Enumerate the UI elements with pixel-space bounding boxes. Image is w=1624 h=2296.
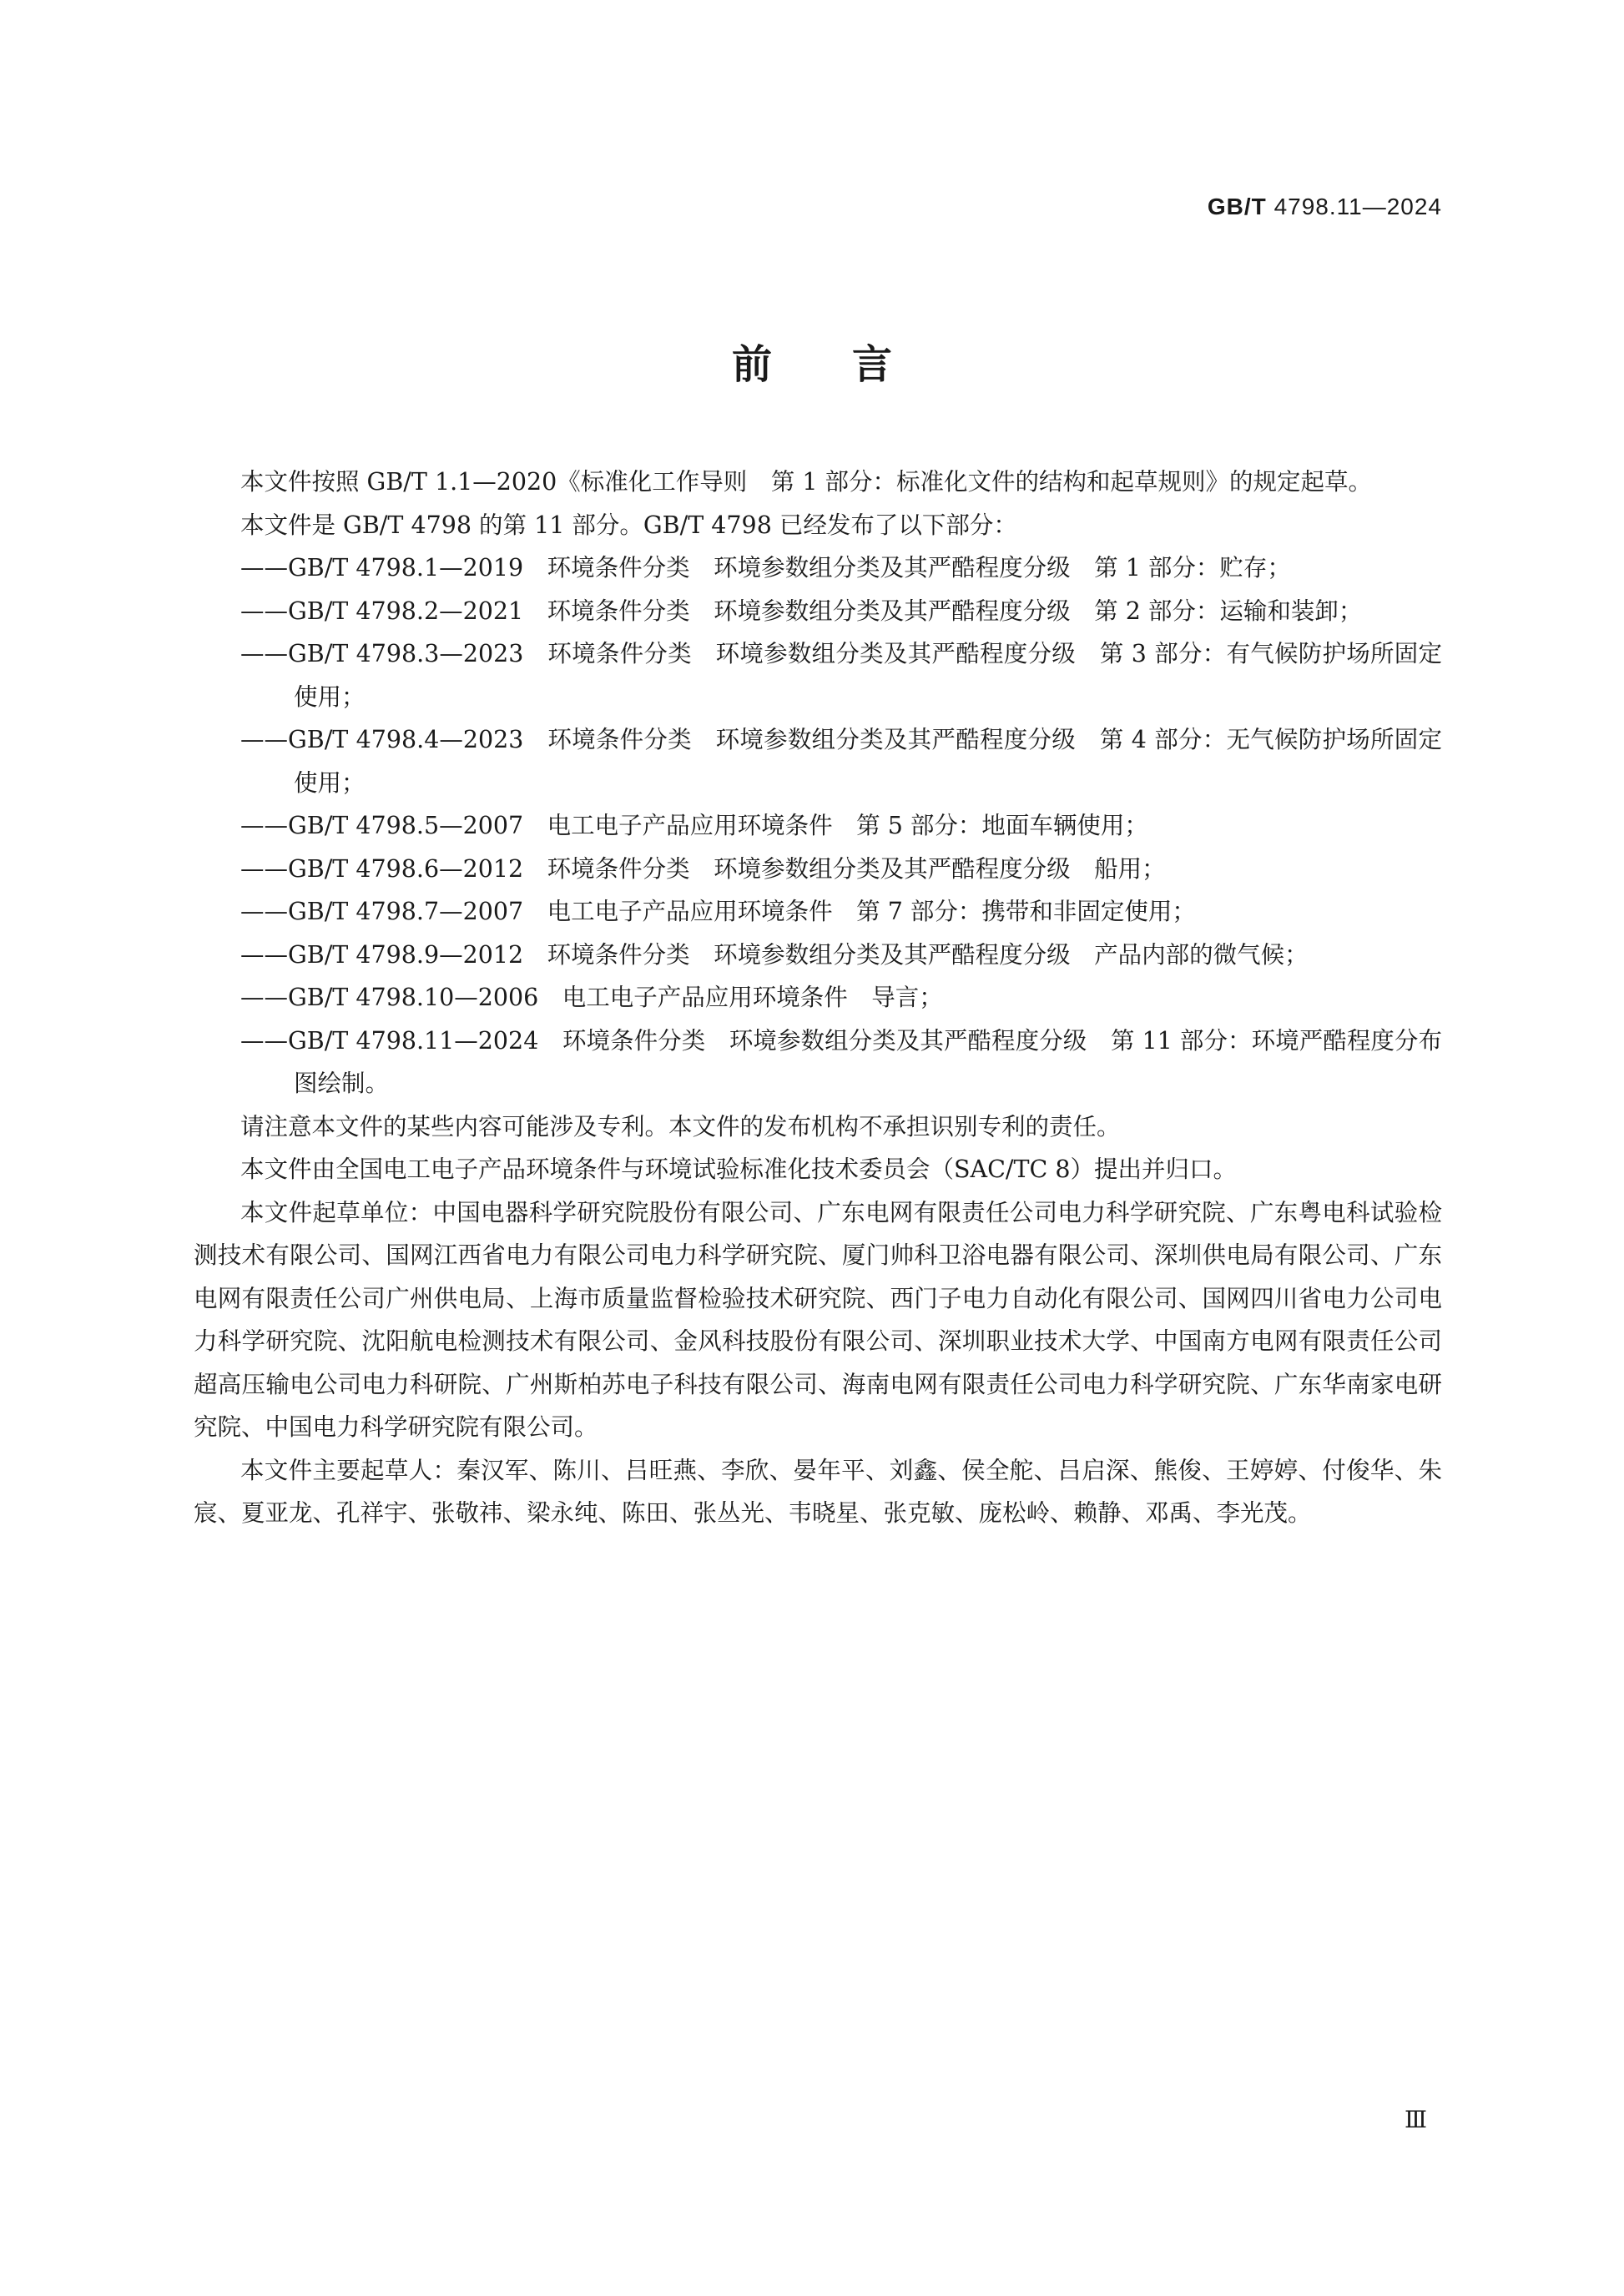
parts-list-item: ——GB/T 4798.4—2023 环境条件分类 环境参数组分类及其严酷程度分级 第 4 部分：无气候防护场所固定使用；: [240, 726, 1442, 797]
parts-list-item: ——GB/T 4798.11—2024 环境条件分类 环境参数组分类及其严酷程度分级 第 11 部分：环境严酷程度分布图绘制。: [240, 1026, 1442, 1097]
page-title: 前言: [731, 341, 972, 388]
parts-list-item: ——GB/T 4798.2—2021 环境条件分类 环境参数组分类及其严酷程度分级 第 2 部分：运输和装卸；: [240, 597, 1363, 625]
parts-list-item: ——GB/T 4798.3—2023 环境条件分类 环境参数组分类及其严酷程度分级 第 3 部分：有气候防护场所固定使用；: [240, 640, 1442, 711]
parts-list-item: ——GB/T 4798.6—2012 环境条件分类 环境参数组分类及其严酷程度分级 船用；: [240, 854, 1166, 883]
patent-notice: 请注意本文件的某些内容可能涉及专利。本文件的发布机构不承担识别专利的责任。: [240, 1112, 1121, 1140]
parts-list-item: ——GB/T 4798.9—2012 环境条件分类 环境参数组分类及其严酷程度分级 产品内部的微气候；: [240, 940, 1309, 969]
parts-list-item: ——GB/T 4798.1—2019 环境条件分类 环境参数组分类及其严酷程度分级 第 1 部分：贮存；: [240, 554, 1291, 582]
drafters-paragraph: 本文件主要起草人：秦汉军、陈川、吕旺燕、李欣、晏年平、刘鑫、侯全舵、吕启深、熊俊、王婷婷、付俊华、朱宸、夏亚龙、孔祥宇、张敬祎、梁永纯、陈田、张丛光、韦晓星、张克敏、庞松岭、赖静、邓禹、李光茂。: [194, 1456, 1442, 1527]
standard-prefix: GB/T: [1207, 194, 1267, 219]
standard-number: 4798.11—2024: [1273, 194, 1442, 219]
committee-paragraph: 本文件由全国电工电子产品环境条件与环境试验标准化技术委员会（SAC/TC 8）提出并归口。: [240, 1156, 1238, 1183]
page-number: Ⅲ: [1404, 2106, 1427, 2133]
parts-list-item: ——GB/T 4798.7—2007 电工电子产品应用环境条件 第 7 部分：携带和非固定使用；: [240, 898, 1196, 925]
standard-code: [1208, 194, 1442, 220]
intro-paragraph: 本文件按照 GB/T 1.1—2020《标准化工作导则 第 1 部分：标准化文件的结构和起草规则》的规定起草。: [240, 468, 1373, 496]
parts-list-item: ——GB/T 4798.10—2006 电工电子产品应用环境条件 导言；: [240, 984, 943, 1011]
foreword-body: [194, 461, 1442, 1535]
drafting-units-paragraph: 本文件起草单位：中国电器科学研究院股份有限公司、广东电网有限责任公司电力科学研究院、广东粤电科试验检测技术有限公司、国网江西省电力有限公司电力科学研究院、厦门帅科卫浴电器有限公司、深圳供电局有限公司、广东电网有限责任公司广州供电局、上海市质量监督检验技术研究院、西门子电力自动化有限公司、国网四川省电力公司电力科学研究院、沈阳航电检测技术有限公司、金风科技股份有限公司、深圳职业技术大学、中国南方电网有限责任公司超高压输电公司电力科研院、广州斯柏苏电子科技有限公司、海南电网有限责任公司电力科学研究院、广东华南家电研究院、中国电力科学研究院有限公司。: [194, 1198, 1442, 1441]
parts-list-item: ——GB/T 4798.5—2007 电工电子产品应用环境条件 第 5 部分：地面车辆使用；: [240, 812, 1148, 839]
intro-paragraph: 本文件是 GB/T 4798 的第 11 部分。GB/T 4798 已经发布了以下部分：: [240, 511, 1017, 539]
